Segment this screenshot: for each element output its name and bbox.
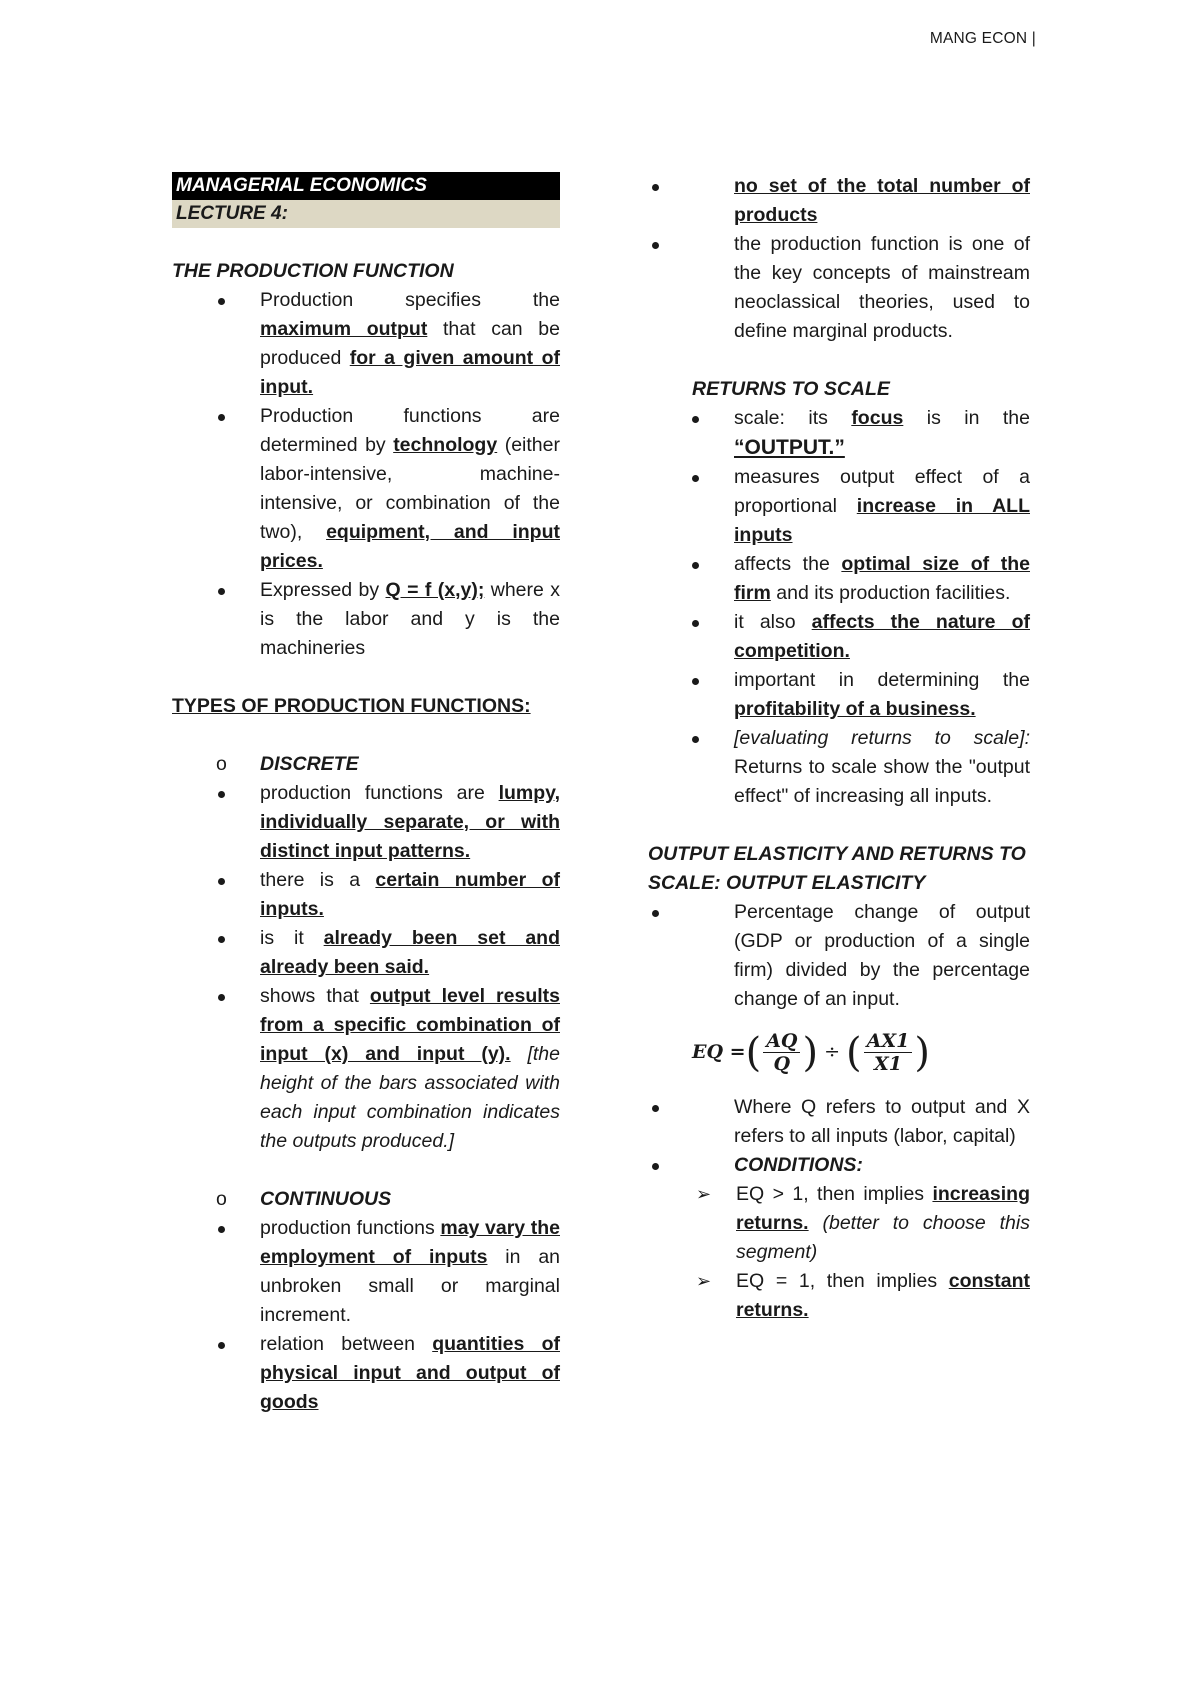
list-item: the production function is one of the key concepts of mainstream neoclassical theories, used to define marginal products.: [648, 230, 1030, 346]
section-heading-types: TYPES OF PRODUCTION FUNCTIONS:: [172, 695, 531, 717]
bullet-icon: [218, 791, 225, 798]
conditions-list: [648, 1180, 1030, 1325]
list-item: CONDITIONS:: [648, 1151, 1030, 1180]
list-item: Expressed by Q = f (x,y); where x is the labor and y is the machineries: [172, 576, 560, 663]
list-item: measures output effect of a proportional increase in ALL inputs: [648, 463, 1030, 550]
document-title: MANAGERIAL ECONOMICS: [172, 172, 560, 200]
bullet-icon: [692, 678, 699, 685]
production-function-list: [172, 286, 560, 663]
list-item: production functions may vary the employment of inputs in an unbroken small or marginal increment.: [172, 1214, 560, 1330]
fraction-output: $\frac{AQ}{Q}$: [763, 1030, 800, 1075]
bullet-icon: [218, 298, 225, 305]
section-heading-production-function: THE PRODUCTION FUNCTION: [172, 260, 454, 282]
arrow-bullet-icon: ➢: [696, 1271, 712, 1291]
paren-close-icon: ): [802, 1029, 819, 1076]
list-item: is it already been set and already been said.: [172, 924, 560, 982]
bullet-icon: [218, 414, 225, 421]
bullet-icon: [218, 878, 225, 885]
list-item: affects the optimal size of the firm and its production facilities.: [648, 550, 1030, 608]
bullet-icon: [652, 242, 659, 249]
divide-operator: ÷: [824, 1041, 841, 1063]
list-item: there is a certain number of inputs.: [172, 866, 560, 924]
continuous-list: [172, 1214, 560, 1417]
bullet-icon: [692, 475, 699, 482]
fraction-input: $\frac{AX1}{X1}$: [864, 1030, 913, 1075]
lecture-label: LECTURE 4:: [172, 200, 560, 228]
elasticity-formula: [692, 1030, 1030, 1075]
list-item: Where Q refers to output and X refers to all inputs (labor, capital): [648, 1093, 1030, 1151]
elasticity-list-2: [648, 1093, 1030, 1180]
bullet-icon: [218, 1226, 225, 1233]
list-item: shows that output level results from a specific combination of input (x) and input (y). [the height of the bars associated with each input combination indicates the outputs produced.]: [172, 982, 560, 1156]
bullet-icon: [652, 1163, 659, 1170]
formula-lhs: EQ =: [692, 1041, 746, 1063]
bullet-icon: [652, 184, 659, 191]
list-item: scale: its focus is in the “OUTPUT.”: [648, 404, 1030, 463]
paren-open-icon: (: [745, 1029, 762, 1076]
list-item: important in determining the profitability of a business.: [648, 666, 1030, 724]
running-header: MANG ECON |: [929, 30, 1036, 47]
bullet-icon: [692, 736, 699, 743]
list-item: ➢ EQ > 1, then implies increasing returns. (better to choose this segment): [648, 1180, 1030, 1267]
bullet-icon: [218, 588, 225, 595]
list-item: [evaluating returns to scale]: Returns to scale show the "output effect" of increasing all inputs.: [648, 724, 1030, 811]
arrow-bullet-icon: ➢: [696, 1184, 712, 1204]
discrete-list: [172, 779, 560, 1156]
bullet-icon: [652, 910, 659, 917]
returns-list: [648, 404, 1030, 811]
list-item: ➢ EQ = 1, then implies constant returns.: [648, 1267, 1030, 1325]
bullet-icon: [692, 562, 699, 569]
bullet-icon: [692, 620, 699, 627]
list-item: no set of the total number of products: [648, 172, 1030, 230]
paren-close-icon: ): [914, 1029, 930, 1076]
subheading-discrete: o DISCRETE: [172, 750, 560, 779]
continuous-list-continued: [648, 172, 1030, 346]
list-item: production functions are lumpy, individually separate, or with distinct input patterns.: [172, 779, 560, 866]
bullet-icon: [218, 994, 225, 1001]
list-item: it also affects the nature of competition.: [648, 608, 1030, 666]
list-item: Production specifies the maximum output that can be produced for a given amount of input.: [172, 286, 560, 402]
circle-bullet-icon: o: [216, 753, 227, 775]
subheading-continuous: o CONTINUOUS: [172, 1185, 560, 1214]
paren-open-icon: (: [846, 1029, 862, 1076]
list-item: relation between quantities of physical input and output of goods: [172, 1330, 560, 1417]
section-heading-returns-to-scale: RETURNS TO SCALE: [692, 378, 890, 400]
bullet-icon: [218, 936, 225, 943]
bullet-icon: [218, 1342, 225, 1349]
list-item: Production functions are determined by technology (either labor-intensive, machine-intensive, or combination of the two), equipment, and input prices.: [172, 402, 560, 576]
list-item: Percentage change of output (GDP or production of a single firm) divided by the percentage change of an input.: [648, 898, 1030, 1014]
circle-bullet-icon: o: [216, 1188, 227, 1210]
bullet-icon: [692, 416, 699, 423]
section-heading-output-elasticity: OUTPUT ELASTICITY AND RETURNS TO SCALE: OUTPUT ELASTICITY: [648, 843, 1026, 894]
elasticity-list: [648, 898, 1030, 1014]
left-column: [172, 172, 560, 1417]
bullet-icon: [652, 1105, 659, 1112]
right-column: [648, 172, 1030, 1325]
